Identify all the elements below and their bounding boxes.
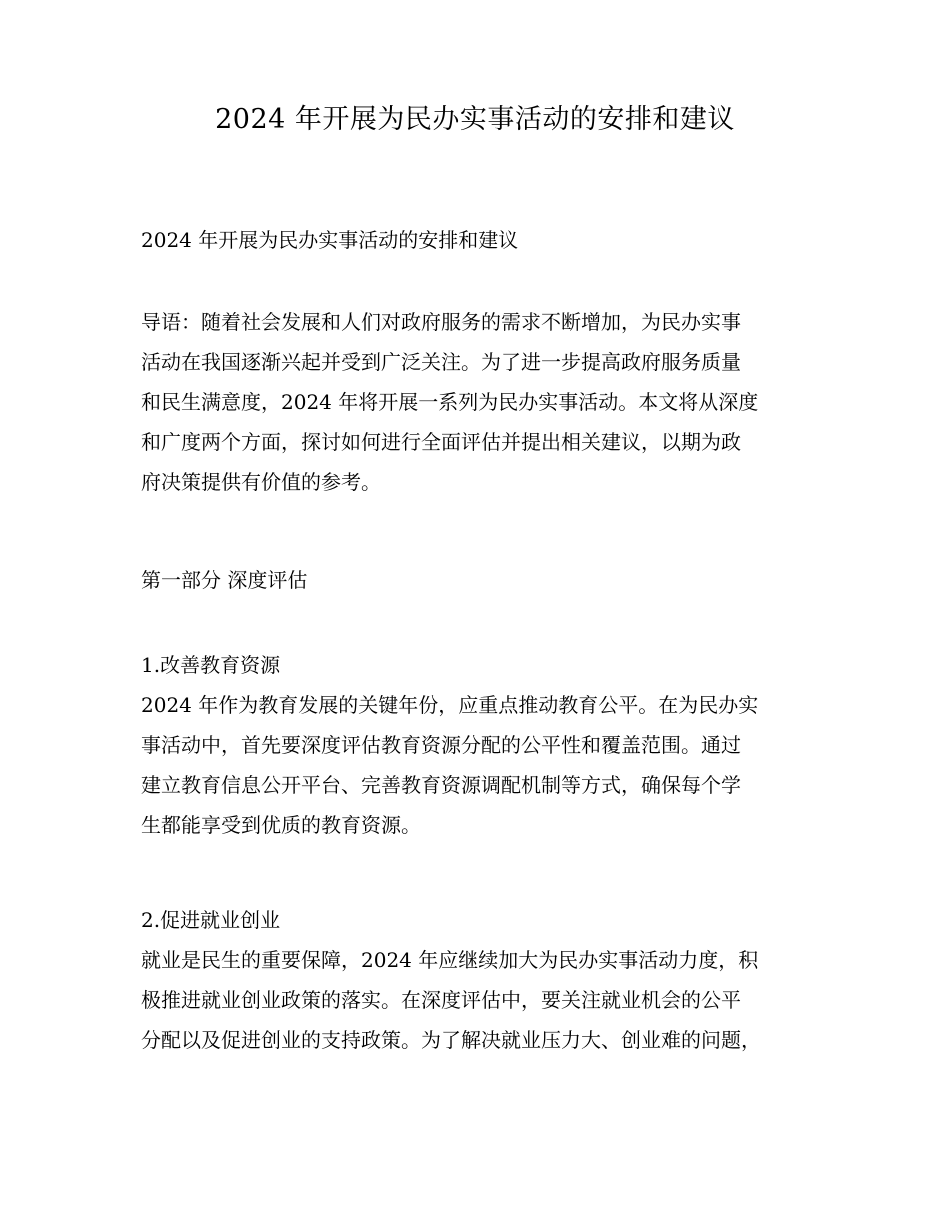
subtitle-text: 2024 年开展为民办实事活动的安排和建议: [141, 228, 519, 252]
intro-paragraph: [141, 302, 841, 502]
section1-line: 建立教育信息公开平台、完善教育资源调配机制等方式，确保每个学: [141, 773, 741, 797]
intro-line: 活动在我国逐渐兴起并受到广泛关注。为了进一步提高政府服务质量: [141, 350, 741, 374]
section1: [141, 645, 841, 845]
intro-line: 导语：随着社会发展和人们对政府服务的需求不断增加，为民办实事: [141, 310, 741, 334]
section1-line: 生都能享受到优质的教育资源。: [141, 813, 421, 837]
intro-line: 府决策提供有价值的参考。: [141, 470, 381, 494]
section2-line: 就业是民生的重要保障，2024 年应继续加大为民办实事活动力度，积: [141, 948, 759, 972]
part1-heading-text: 第一部分 深度评估: [141, 568, 308, 592]
intro-line: 和广度两个方面，探讨如何进行全面评估并提出相关建议，以期为政: [141, 430, 741, 454]
section1-line: 事活动中，首先要深度评估教育资源分配的公平性和覆盖范围。通过: [141, 733, 741, 757]
document-subtitle: [141, 220, 841, 260]
section2: [141, 900, 841, 1060]
section2-line: 极推进就业创业政策的落实。在深度评估中，要关注就业机会的公平: [141, 988, 741, 1012]
document-title: 2024 年开展为民办实事活动的安排和建议: [215, 104, 735, 135]
part1-heading: [141, 560, 841, 600]
section1-line: 2024 年作为教育发展的关键年份，应重点推动教育公平。在为民办实: [141, 693, 759, 717]
intro-line: 和民生满意度，2024 年将开展一系列为民办实事活动。本文将从深度: [141, 390, 759, 414]
section2-line: 分配以及促进创业的支持政策。为了解决就业压力大、创业难的问题，: [141, 1028, 761, 1052]
section1-heading: 1.改善教育资源: [141, 653, 281, 677]
section2-heading: 2.促进就业创业: [141, 908, 281, 932]
